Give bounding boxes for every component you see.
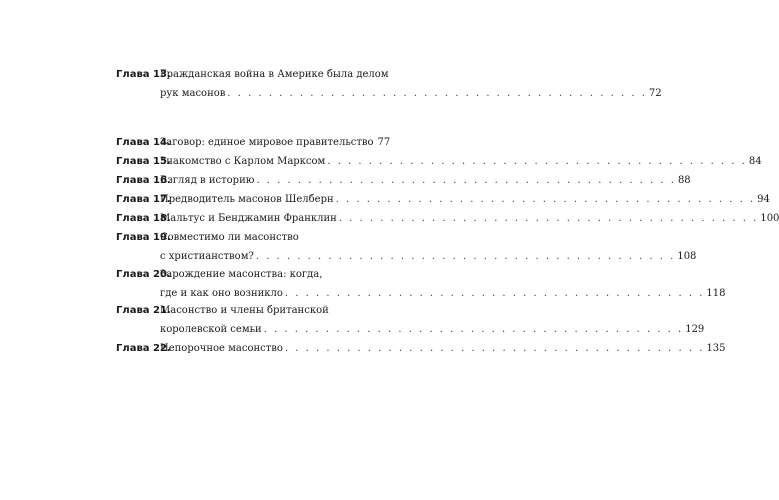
chapter-title: рук масонов: [160, 88, 226, 99]
chapter-title: Мальтус и Бенджамин Франклин: [160, 213, 337, 224]
chapter-label: Глава 13.: [116, 69, 171, 80]
chapter-title-line: Зарождение масонства: когда,: [160, 269, 323, 280]
page-number: 84: [748, 156, 762, 167]
dot-leader: . . . . . . . . . . . . . . . . . . . . . . . . . . . . . . . . . . . . . . . . .: [256, 175, 676, 186]
page-number: 135: [706, 343, 726, 354]
chapter-label: Глава 21.: [116, 305, 171, 316]
chapter-title-line: Совместимо ли масонство: [160, 232, 299, 243]
chapter-title: Непорочное масонство: [160, 343, 283, 354]
toc-entry-22: [116, 342, 726, 355]
page-number: 77: [377, 137, 391, 148]
page-number: 94: [757, 194, 770, 205]
toc-entry-14: [116, 136, 391, 149]
dot-leader: . . . . . . . . . . . . . . . . . . . . . . . . . . . . . . . . . . . . . . . . .: [284, 288, 705, 299]
chapter-label: Глава 17.: [116, 194, 171, 205]
dot-leader: . . . . . . . . . . . . . . . . . . . . . . . . . . . . . . . . . . . . . . . . .: [263, 324, 684, 335]
chapter-label: Глава 16.: [116, 175, 171, 186]
chapter-label: Глава 14.: [116, 137, 171, 148]
toc-entry-13: [116, 68, 662, 100]
toc-entry-20: [116, 268, 726, 300]
chapter-title: Знакомство с Карлом Марксом: [160, 156, 326, 167]
chapter-title: Взгляд в историю: [160, 175, 255, 186]
page-number: 108: [677, 251, 697, 262]
dot-leader: . . . . . . . . . . . . . . . . . . . . . . . . . . . . . . . . . . . . . . . . .: [227, 88, 647, 99]
chapter-title: где и как оно возникло: [160, 288, 283, 299]
chapter-label: Глава 18.: [116, 213, 171, 224]
toc-entry-19: [116, 231, 697, 263]
chapter-label: Глава 19.: [116, 232, 171, 243]
dot-leader: . . . . . . . . . . . . . . . . . . . . . . . . . . . . . . . . . . . . . . . . .: [338, 213, 759, 224]
chapter-title: с христианством?: [160, 251, 254, 262]
dot-leader: . . . . . . . . . . . . . . . . . . . . . . . . . . . . . . . . . . . . . . . . .: [335, 194, 756, 205]
chapter-title: Предводитель масонов Шелберн: [160, 194, 334, 205]
toc-entry-17: [116, 193, 770, 206]
page-number: 129: [685, 324, 705, 335]
page-number: 72: [648, 88, 662, 99]
dot-leader: . . . . . . . . . . . . . . . . . . . . . . . . . . . . . . . . . . . . . . . . .: [255, 251, 676, 262]
chapter-label: Глава 22.: [116, 343, 171, 354]
page-number: 88: [677, 175, 691, 186]
page-number: 118: [706, 288, 726, 299]
page-number: 100: [760, 213, 779, 224]
chapter-title-line: Гражданская война в Америке была делом: [160, 69, 389, 80]
chapter-title: королевской семьи: [160, 324, 262, 335]
dot-leader: . . . . . . . . . . . . . . . . . . . . . . . . . . . . . . . . . . . . . . . . .: [327, 156, 747, 167]
chapter-label: Глава 20.: [116, 269, 171, 280]
toc-entry-18: [116, 212, 779, 225]
toc-entry-21: [116, 304, 705, 336]
dot-leader: . . . . . . . . . . . . . . . . . . . . . . . . . . . . . . . . . . . . . . . . .: [284, 343, 705, 354]
toc-entry-16: [116, 174, 691, 187]
chapter-label: Глава 15.: [116, 156, 171, 167]
toc-entry-15: [116, 155, 762, 168]
chapter-title-line: Масонство и члены британской: [160, 305, 329, 316]
chapter-title: Заговор: единое мировое правительство: [160, 137, 374, 148]
